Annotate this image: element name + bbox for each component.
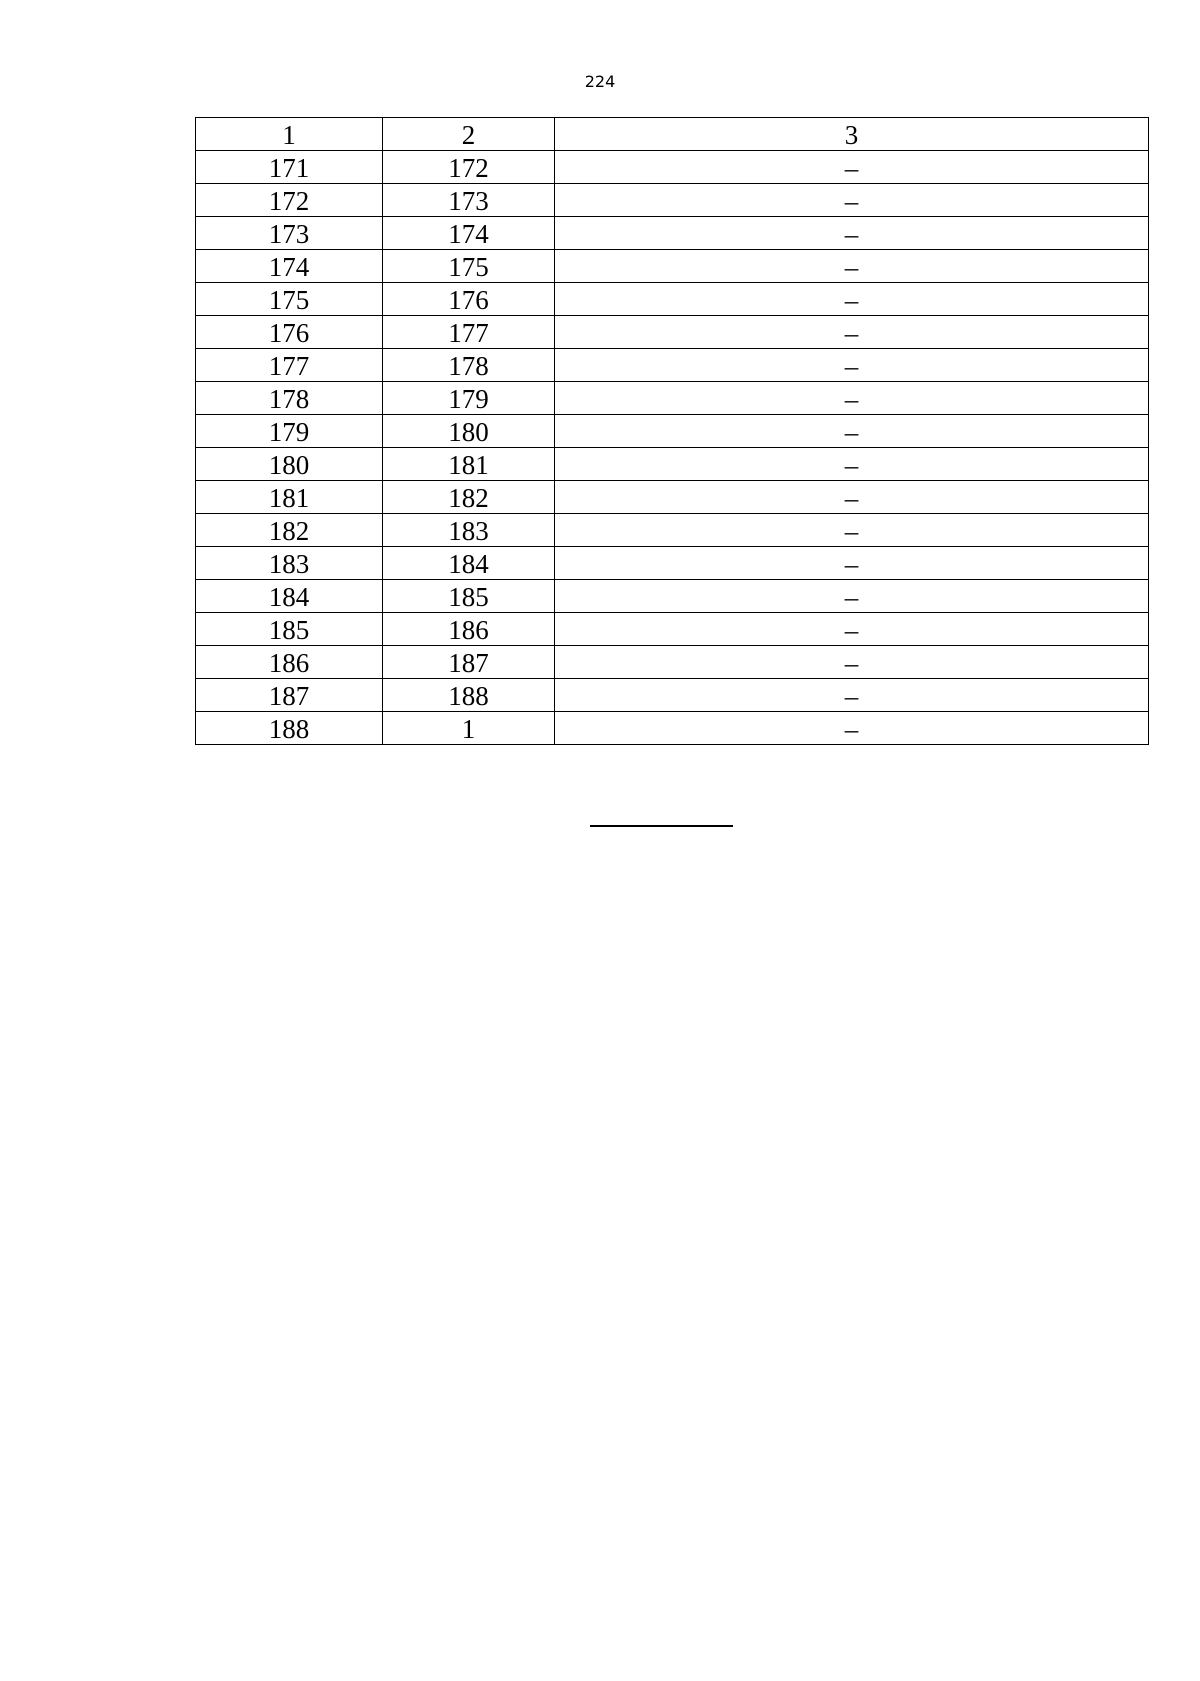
table-row: [196, 646, 1149, 679]
table-cell-col-2: 186: [383, 613, 555, 646]
end-rule: [590, 825, 733, 827]
table-cell-col-3: –: [555, 349, 1149, 382]
table-cell-col-1: 173: [196, 217, 383, 250]
table-cell-col-2: 1: [383, 712, 555, 745]
table-row: [196, 679, 1149, 712]
table-row: [196, 514, 1149, 547]
column-header-2: 2: [383, 118, 555, 151]
table-row: [196, 481, 1149, 514]
table-cell-col-3: –: [555, 184, 1149, 217]
table-cell-col-1: 183: [196, 547, 383, 580]
table-header: [196, 118, 1149, 151]
table-row: [196, 613, 1149, 646]
table-cell-col-1: 179: [196, 415, 383, 448]
table-cell-col-1: 186: [196, 646, 383, 679]
table-cell-col-3: –: [555, 316, 1149, 349]
table-cell-col-1: 171: [196, 151, 383, 184]
table-cell-col-1: 185: [196, 613, 383, 646]
table-cell-col-2: 177: [383, 316, 555, 349]
table-cell-col-1: 182: [196, 514, 383, 547]
table-cell-col-3: –: [555, 646, 1149, 679]
table-cell-col-2: 185: [383, 580, 555, 613]
table-cell-col-2: 172: [383, 151, 555, 184]
table-cell-col-2: 178: [383, 349, 555, 382]
table-cell-col-3: –: [555, 250, 1149, 283]
table-cell-col-3: –: [555, 547, 1149, 580]
table-row: [196, 382, 1149, 415]
table-cell-col-2: 184: [383, 547, 555, 580]
data-table: [195, 117, 1149, 745]
table-cell-col-3: –: [555, 580, 1149, 613]
column-header-3: 3: [555, 118, 1149, 151]
table-body: [196, 151, 1149, 745]
table-row: [196, 184, 1149, 217]
table-row: [196, 283, 1149, 316]
table-cell-col-1: 175: [196, 283, 383, 316]
table-header-row: [196, 118, 1149, 151]
table-cell-col-2: 183: [383, 514, 555, 547]
table-cell-col-1: 187: [196, 679, 383, 712]
table-cell-col-1: 178: [196, 382, 383, 415]
table-cell-col-3: –: [555, 217, 1149, 250]
table-cell-col-3: –: [555, 712, 1149, 745]
table-cell-col-2: 174: [383, 217, 555, 250]
table-cell-col-1: 176: [196, 316, 383, 349]
table-row: [196, 415, 1149, 448]
table-cell-col-3: –: [555, 613, 1149, 646]
table-cell-col-2: 175: [383, 250, 555, 283]
table-row: [196, 316, 1149, 349]
table-cell-col-1: 180: [196, 448, 383, 481]
column-header-1: 1: [196, 118, 383, 151]
table-row: [196, 217, 1149, 250]
table-row: [196, 349, 1149, 382]
table-cell-col-1: 177: [196, 349, 383, 382]
table-cell-col-3: –: [555, 679, 1149, 712]
table-cell-col-1: 184: [196, 580, 383, 613]
table-cell-col-3: –: [555, 481, 1149, 514]
page-number: 224: [584, 72, 616, 91]
table-cell-col-1: 172: [196, 184, 383, 217]
table-row: [196, 712, 1149, 745]
table-cell-col-2: 180: [383, 415, 555, 448]
table-row: [196, 250, 1149, 283]
table-row: [196, 547, 1149, 580]
table-cell-col-2: 187: [383, 646, 555, 679]
table-cell-col-2: 176: [383, 283, 555, 316]
table-cell-col-2: 181: [383, 448, 555, 481]
table-cell-col-2: 188: [383, 679, 555, 712]
table-cell-col-2: 182: [383, 481, 555, 514]
table-cell-col-1: 174: [196, 250, 383, 283]
table-cell-col-1: 181: [196, 481, 383, 514]
table-row: [196, 580, 1149, 613]
table-cell-col-3: –: [555, 151, 1149, 184]
table-cell-col-3: –: [555, 382, 1149, 415]
table-row: [196, 151, 1149, 184]
table-cell-col-2: 179: [383, 382, 555, 415]
table-cell-col-2: 173: [383, 184, 555, 217]
table-cell-col-1: 188: [196, 712, 383, 745]
table-cell-col-3: –: [555, 415, 1149, 448]
table-cell-col-3: –: [555, 448, 1149, 481]
table-cell-col-3: –: [555, 514, 1149, 547]
table-cell-col-3: –: [555, 283, 1149, 316]
table-row: [196, 448, 1149, 481]
